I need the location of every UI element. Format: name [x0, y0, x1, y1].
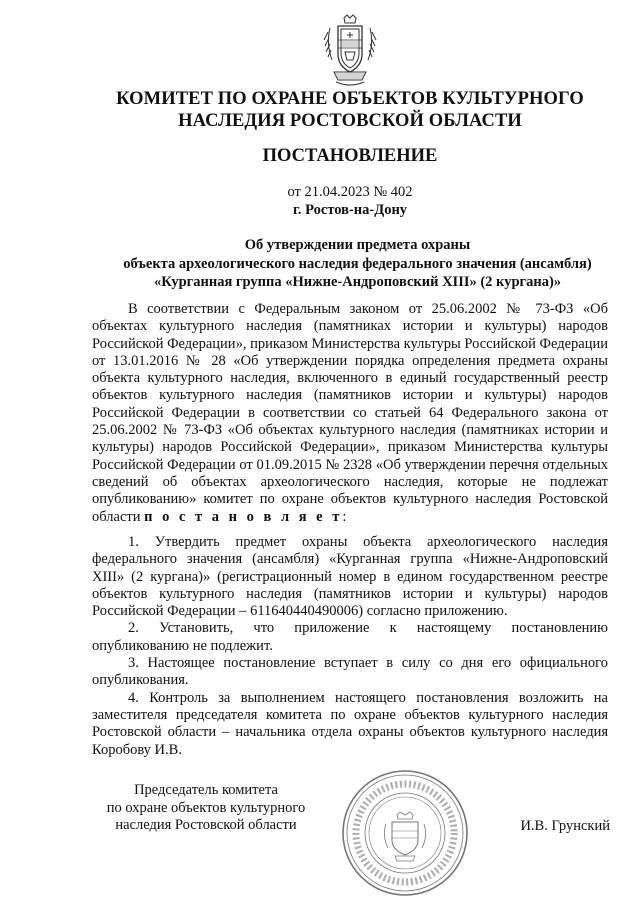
preamble-colon: : — [342, 508, 347, 525]
resolution-item-4: 4. Контроль за выполнением настоящего постановления возложить на заместителя председателя комитета по охране объектов культурного наследия Ростовской области – начальника отдела охраны объектов культурного наследия Коробову И.В. — [92, 689, 608, 758]
resolution-item-3: 3. Настоящее постановление вступает в силу со дня его официального опубликования. — [92, 655, 608, 689]
signer-name: И.В. Грунский — [520, 818, 610, 834]
authority-line-2: НАСЛЕДИЯ РОСТОВСКОЙ ОБЛАСТИ — [178, 111, 522, 131]
signer-title — [92, 782, 320, 835]
city: г. Ростов-на-Дону — [292, 202, 408, 218]
official-stamp-icon — [340, 768, 470, 898]
subject-line-2: объекта археологического наследия федерального значения (ансамбля) — [123, 255, 592, 272]
subject-line-1: Об утверждении предмета охраны — [244, 237, 471, 253]
signer-title-line-1: Председатель комитета — [134, 782, 278, 798]
preamble — [92, 301, 608, 526]
resolution-item-2: 2. Установить, что приложение к настоящему постановлению опубликованию не подлежит. — [92, 620, 608, 654]
resolution-item-1: 1. Утвердить предмет охраны объекта археологического наследия федерального значения (ансамбля) «Курганная группа «Нижне-Андроповский XIII» (2 кургана)» (регистрационный номер в едином государственном реестре объектов культурного наследия (памятников истории и культуры) народов Российской Федерации – 611640440490006) согласно приложению. — [92, 534, 608, 620]
signer-title-line-3: наследия Ростовской области — [115, 817, 297, 833]
coat-of-arms-icon — [322, 14, 378, 90]
issuing-authority — [60, 88, 640, 132]
document-subject — [80, 236, 635, 292]
document-type: ПОСТАНОВЛЕНИЕ — [262, 146, 438, 166]
date-and-number: от 21.04.2023 № 402 — [287, 184, 413, 200]
subject-line-3: «Курганная группа «Нижне-Андроповский XIII» (2 кургана)» — [153, 274, 562, 290]
resolves-word: п о с т а н о в л я е т — [144, 508, 343, 525]
resolution-items — [92, 534, 608, 759]
preamble-paragraph — [92, 301, 608, 526]
signer-title-line-2: по охране объектов культурного — [106, 799, 306, 816]
authority-line-1: КОМИТЕТ ПО ОХРАНЕ ОБЪЕКТОВ КУЛЬТУРНОГО — [116, 89, 584, 109]
preamble-text: В соответствии с Федеральным законом от 25.06.2002 № 73-ФЗ «Об объектах культурного наследия (памятниках истории и культуры) народов Российской Федерации», приказом Министерства культуры Российской Федерации от 13.01.2016 № 28 «Об утверждении порядка определения предмета охраны объекта культурного наследия, включенного в единый государственный реестр объектов культурного наследия (памятников истории и культуры) народов Российской Федерации в соответствии со статьей 64 Федерального закона от 25.06.2002 № 73-ФЗ «Об объектах культурного наследия (памятниках истории и культуры) народов Российской Федерации», приказом Министерства культуры Российской Федерации от 01.09.2015 № 2328 «Об утверждении перечня отдельных сведений об объектах археологического наследия, которые не подлежат опубликованию» комитет по охране объектов культурного наследия Ростовской области — [92, 301, 608, 525]
